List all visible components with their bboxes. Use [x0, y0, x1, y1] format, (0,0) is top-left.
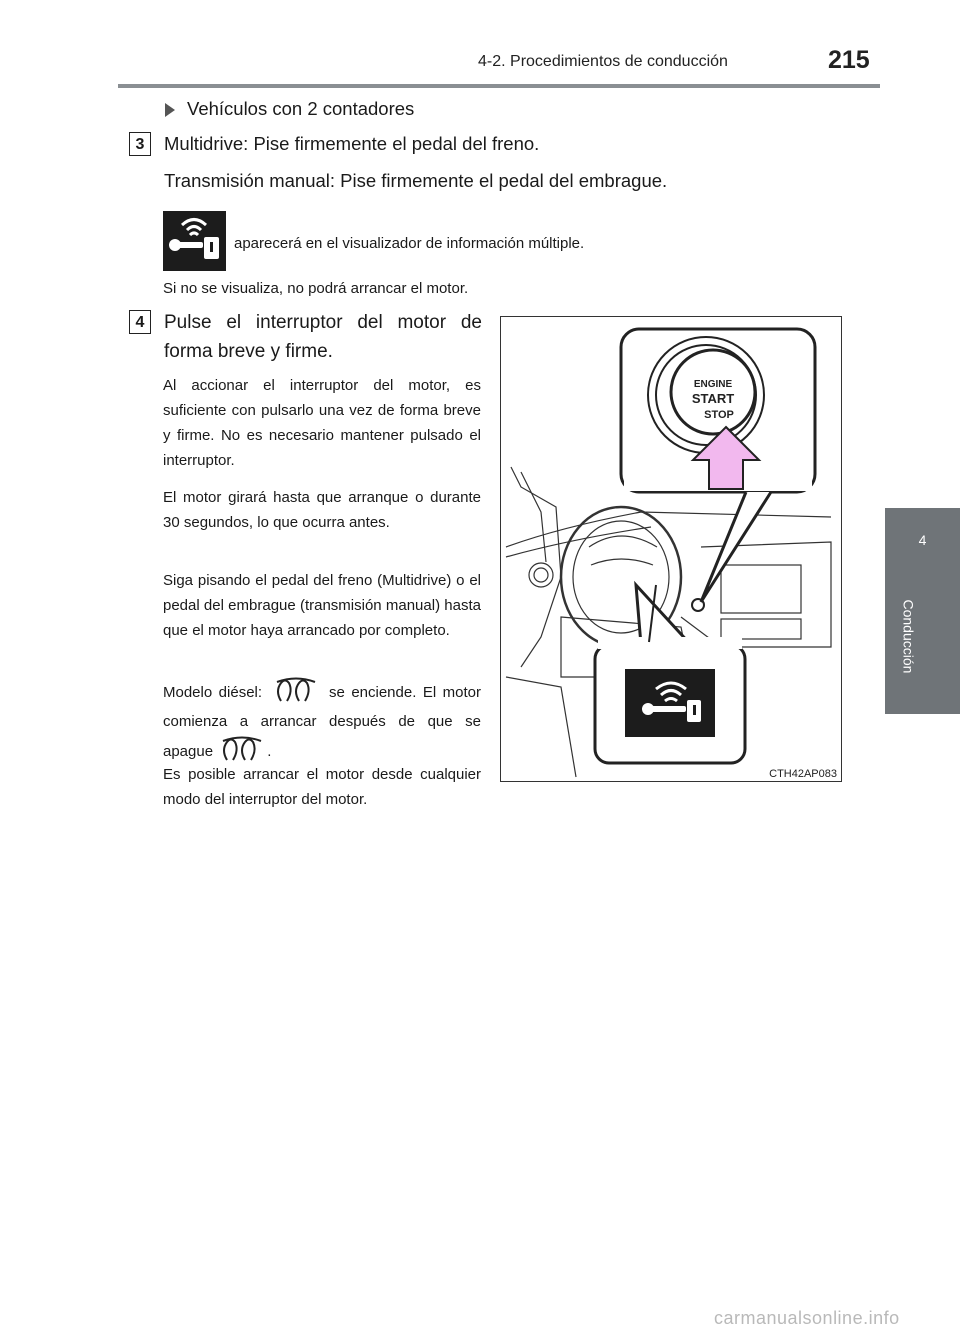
button-start-text: START [691, 391, 735, 406]
step-4-paragraph-5: Es posible arrancar el motor desde cualquier modo del interruptor del motor. [163, 766, 481, 808]
diesel-text-end: . [267, 743, 272, 760]
button-stop-text: STOP [704, 409, 734, 421]
chapter-number: 4 [918, 532, 927, 548]
step-4-paragraph-4 [163, 677, 481, 766]
chapter-label-text: Conducción [900, 599, 917, 674]
page-number: 215 [828, 46, 870, 74]
icon-note: aparecerá en el visualizador de información múltiple. [234, 235, 585, 252]
bullet-triangle-icon [165, 103, 175, 117]
step-4-paragraph-3: Siga pisando el pedal del freno (Multidrive) o el pedal del embrague (transmisión manual) hasta que el motor haya arrancado por completo. [163, 572, 481, 639]
watermark-text: carmanualsonline.info [714, 1308, 900, 1328]
step-4-paragraph-2: El motor girará hasta que arranque o durante 30 segundos, lo que ocurra antes. [163, 489, 481, 531]
section-title: 4-2. Procedimientos de conducción [478, 53, 728, 70]
step-3-line-2: Transmisión manual: Pise firmemente el pedal del embrague. [164, 170, 668, 191]
step-4-number: 4 [129, 310, 151, 334]
glow-plug-icon [219, 736, 265, 762]
illustration-code: CTH42AP083 [769, 768, 837, 780]
glow-plug-icon [273, 677, 319, 703]
diesel-label: Modelo diésel: [163, 684, 263, 701]
step-4-title-line-2: forma breve y firme. [164, 341, 333, 362]
engine-switch-illustration [500, 316, 842, 782]
chapter-label [897, 599, 919, 698]
step-3-number: 3 [129, 132, 151, 156]
variant-heading: Vehículos con 2 contadores [187, 98, 415, 119]
chapter-tab [885, 508, 960, 588]
push-start-indicator-icon [163, 211, 226, 271]
diesel-text: se enciende. El motor comienza a arrancar después de que se apague [163, 684, 482, 760]
step-3-warning: Si no se visualiza, no podrá arrancar el motor. [163, 280, 469, 297]
step-4-paragraph-1: Al accionar el interruptor del motor, es suficiente con pulsarlo una vez de forma breve y firme. No es necesario mantener pulsado el interruptor. [163, 377, 481, 469]
step-3-line-1: Multidrive: Pise firmemente el pedal del freno. [164, 133, 540, 154]
button-engine-text: ENGINE [693, 379, 733, 390]
step-4-title-line-1: Pulse el interruptor del motor de [164, 312, 482, 333]
header-rule [118, 84, 880, 88]
